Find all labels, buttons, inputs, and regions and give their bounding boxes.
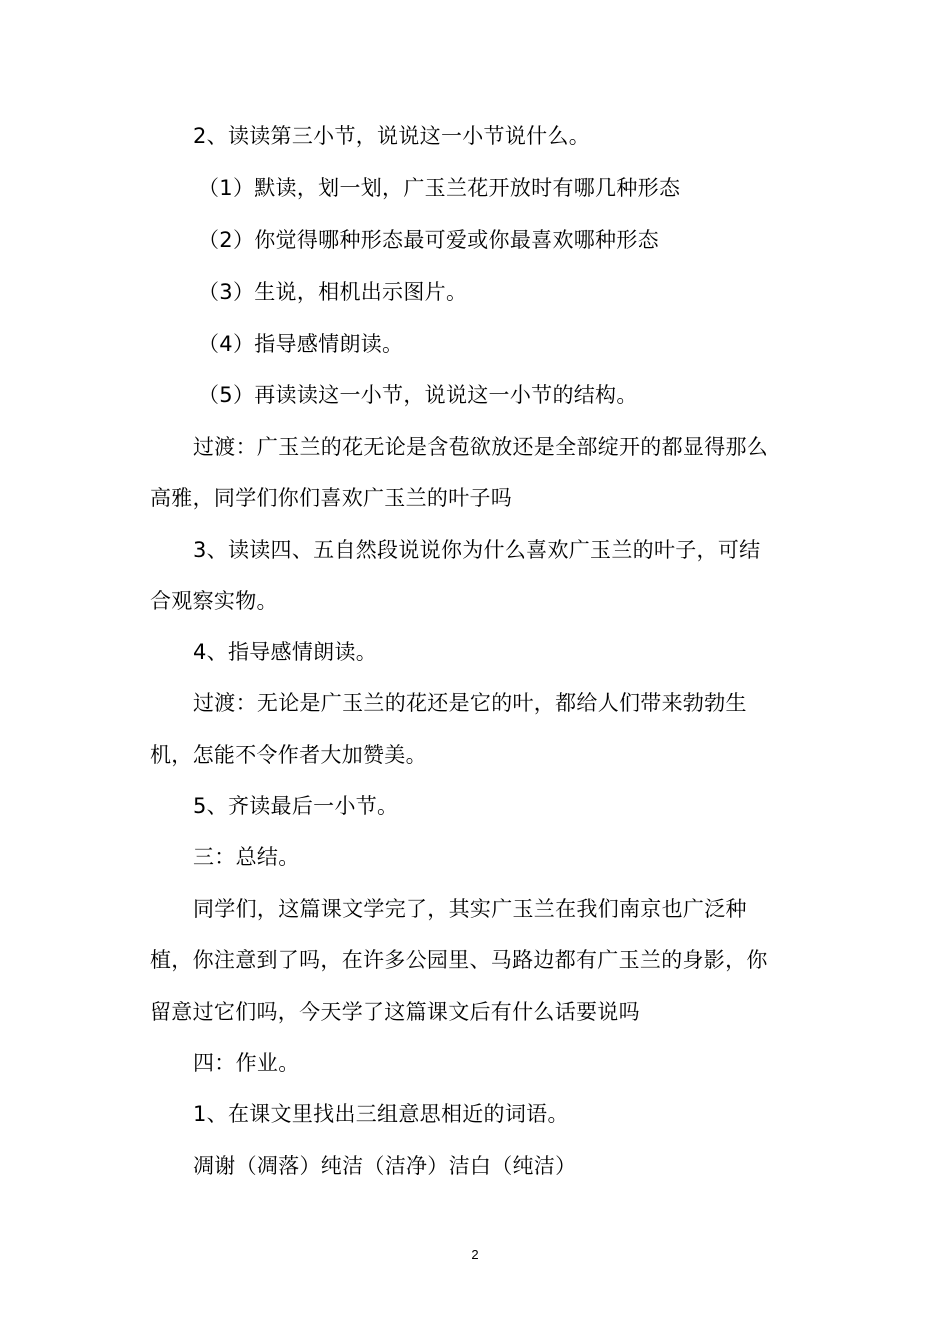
paragraph-line: （2）你觉得哪种形态最可爱或你最喜欢哪种形态: [198, 228, 659, 252]
paragraph-line: 同学们，这篇课文学完了，其实广玉兰在我们南京也广泛种: [193, 897, 747, 921]
section-heading: 三：总结。: [193, 845, 300, 869]
paragraph-line: 过渡：无论是广玉兰的花还是它的叶，都给人们带来勃勃生: [193, 691, 747, 715]
paragraph-line: 留意过它们吗，今天学了这篇课文后有什么话要说吗: [150, 1000, 640, 1024]
paragraph-line: （5）再读读这一小节，说说这一小节的结构。: [198, 383, 638, 407]
paragraph-line: 植，你注意到了吗，在许多公园里、马路边都有广玉兰的身影，你: [150, 948, 768, 972]
section-heading: 四：作业。: [193, 1051, 300, 1075]
paragraph-line: （1）默读，划一划，广玉兰花开放时有哪几种形态: [198, 176, 681, 200]
paragraph-line: 凋谢（凋落）纯洁（洁净）洁白（纯洁）: [193, 1154, 577, 1178]
paragraph-line: 4、指导感情朗读。: [193, 640, 378, 664]
paragraph-line: 机，怎能不令作者大加赞美。: [150, 743, 427, 767]
page-number: 2: [471, 1247, 479, 1262]
paragraph-line: 高雅，同学们你们喜欢广玉兰的叶子吗: [150, 486, 513, 510]
paragraph-line: （4）指导感情朗读。: [198, 332, 404, 356]
paragraph-line: 过渡：广玉兰的花无论是含苞欲放还是全部绽开的都显得那么: [193, 435, 769, 459]
paragraph-line: 3、读读四、五自然段说说你为什么喜欢广玉兰的叶子，可结: [193, 538, 761, 562]
paragraph-line: 1、在课文里找出三组意思相近的词语。: [193, 1102, 569, 1126]
paragraph-line: （3）生说，相机出示图片。: [198, 280, 468, 304]
paragraph-line: 合观察实物。: [150, 589, 278, 613]
paragraph-line: 5、齐读最后一小节。: [193, 794, 399, 818]
paragraph-line: 2、读读第三小节，说说这一小节说什么。: [193, 124, 591, 148]
